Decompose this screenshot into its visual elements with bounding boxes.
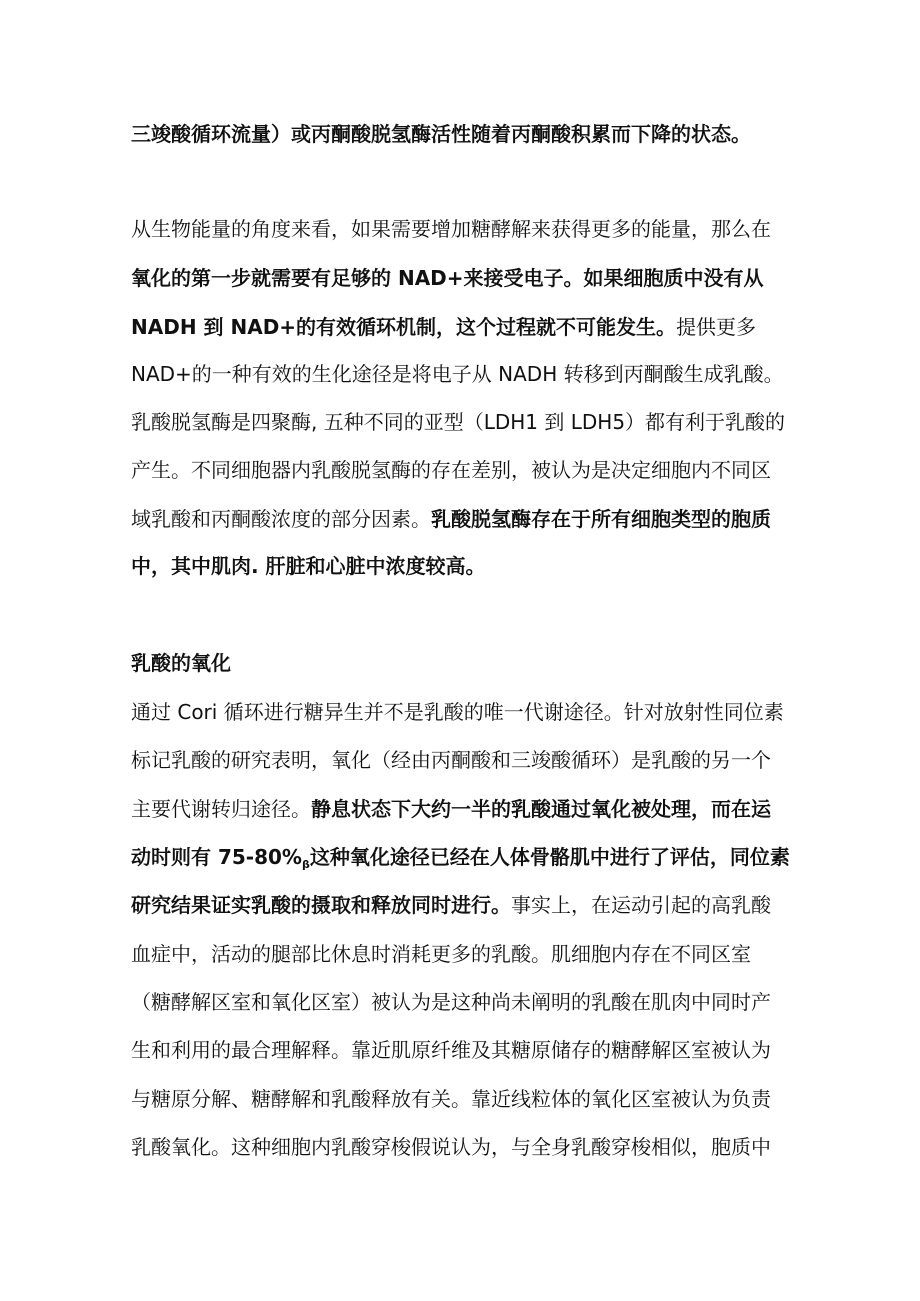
para2-line-3 (131, 315, 791, 339)
para2-line-3-bold: NADH 到 NAD+的有效循环机制，这个过程就不可能发生。 (131, 315, 677, 339)
para2-line-6: 产生。不同细胞器内乳酸脱氢酶的存在差别，被认为是决定细胞内不同区 (131, 458, 771, 482)
para3-line-3-bold: 静息状态下大约一半的乳酸通过氧化被处理，而在运 (311, 797, 771, 821)
section-heading: 乳酸的氧化 (131, 651, 231, 675)
para3-line-5 (131, 893, 791, 917)
para1-line-1: 三竣酸循环流量）或丙酮酸脱氢酶活性随着丙酮酸积累而下降的状态。 (131, 122, 751, 146)
para2-line-3-normal: 提供更多 (676, 315, 757, 339)
para3-line-1: 通过 Cori 循环进行糖异生并不是乳酸的唯一代谢途径。针对放射性同位素 (131, 700, 784, 724)
para2-line-4: NAD+的一种有效的生化途径是将电子从 NADH 转移到丙酮酸生成乳酸。 (131, 362, 784, 386)
para2-line-1: 从生物能量的角度来看，如果需要增加糖酵解来获得更多的能量，那么在 (131, 217, 771, 241)
para3-line-6: 血症中，活动的腿部比休息时消耗更多的乳酸。肌细胞内存在不同区室 (131, 942, 751, 966)
para3-line-3 (131, 797, 791, 821)
para2-line-7 (131, 507, 791, 531)
para3-line-4 (131, 845, 791, 877)
para3-line-8: 生和利用的最合理解释。靠近肌原纤维及其糖原储存的糖酵解区室被认为 (131, 1038, 771, 1062)
para2-line-7-bold: 乳酸脱氢酶存在于所有细胞类型的胞质 (431, 507, 771, 531)
para3-line-5-bold: 研究结果证实乳酸的摄取和释放同时进行。 (131, 893, 511, 917)
para3-line-7: （糖酵解区室和氧化区室）被认为是这种尚未阐明的乳酸在肌肉中同时产 (131, 990, 771, 1014)
para2-line-5: 乳酸脱氢酶是四聚酶, 五种不同的亚型（LDH1 到 LDH5）都有利于乳酸的 (131, 410, 786, 434)
para3-line-4-subscript: β (301, 858, 310, 871)
para2-line-8: 中，其中肌肉. 肝脏和心脏中浓度较高。 (131, 554, 486, 578)
para3-line-4-bold-b: 这种氧化途径已经在人体骨骼肌中进行了评估，同位素 (309, 845, 790, 869)
para3-line-9: 与糖原分解、糖酵解和乳酸释放有关。靠近线粒体的氧化区室被认为负责 (131, 1087, 771, 1111)
para3-line-3-normal: 主要代谢转归途径。 (131, 797, 311, 821)
para3-line-5-normal: 事实上，在运动引起的高乳酸 (511, 893, 771, 917)
para2-line-2: 氧化的第一步就需要有足够的 NAD+来接受电子。如果细胞质中没有从 (131, 266, 764, 290)
para2-line-7-normal: 域乳酸和丙酮酸浓度的部分因素。 (131, 507, 431, 531)
para3-line-4-bold-a: 动时则有 75-80% (131, 845, 302, 869)
para3-line-2: 标记乳酸的研究表明，氧化（经由丙酮酸和三竣酸循环）是乳酸的另一个 (131, 748, 771, 772)
para3-line-10: 乳酸氧化。这种细胞内乳酸穿梭假说认为，与全身乳酸穿梭相似，胞质中 (131, 1135, 771, 1159)
